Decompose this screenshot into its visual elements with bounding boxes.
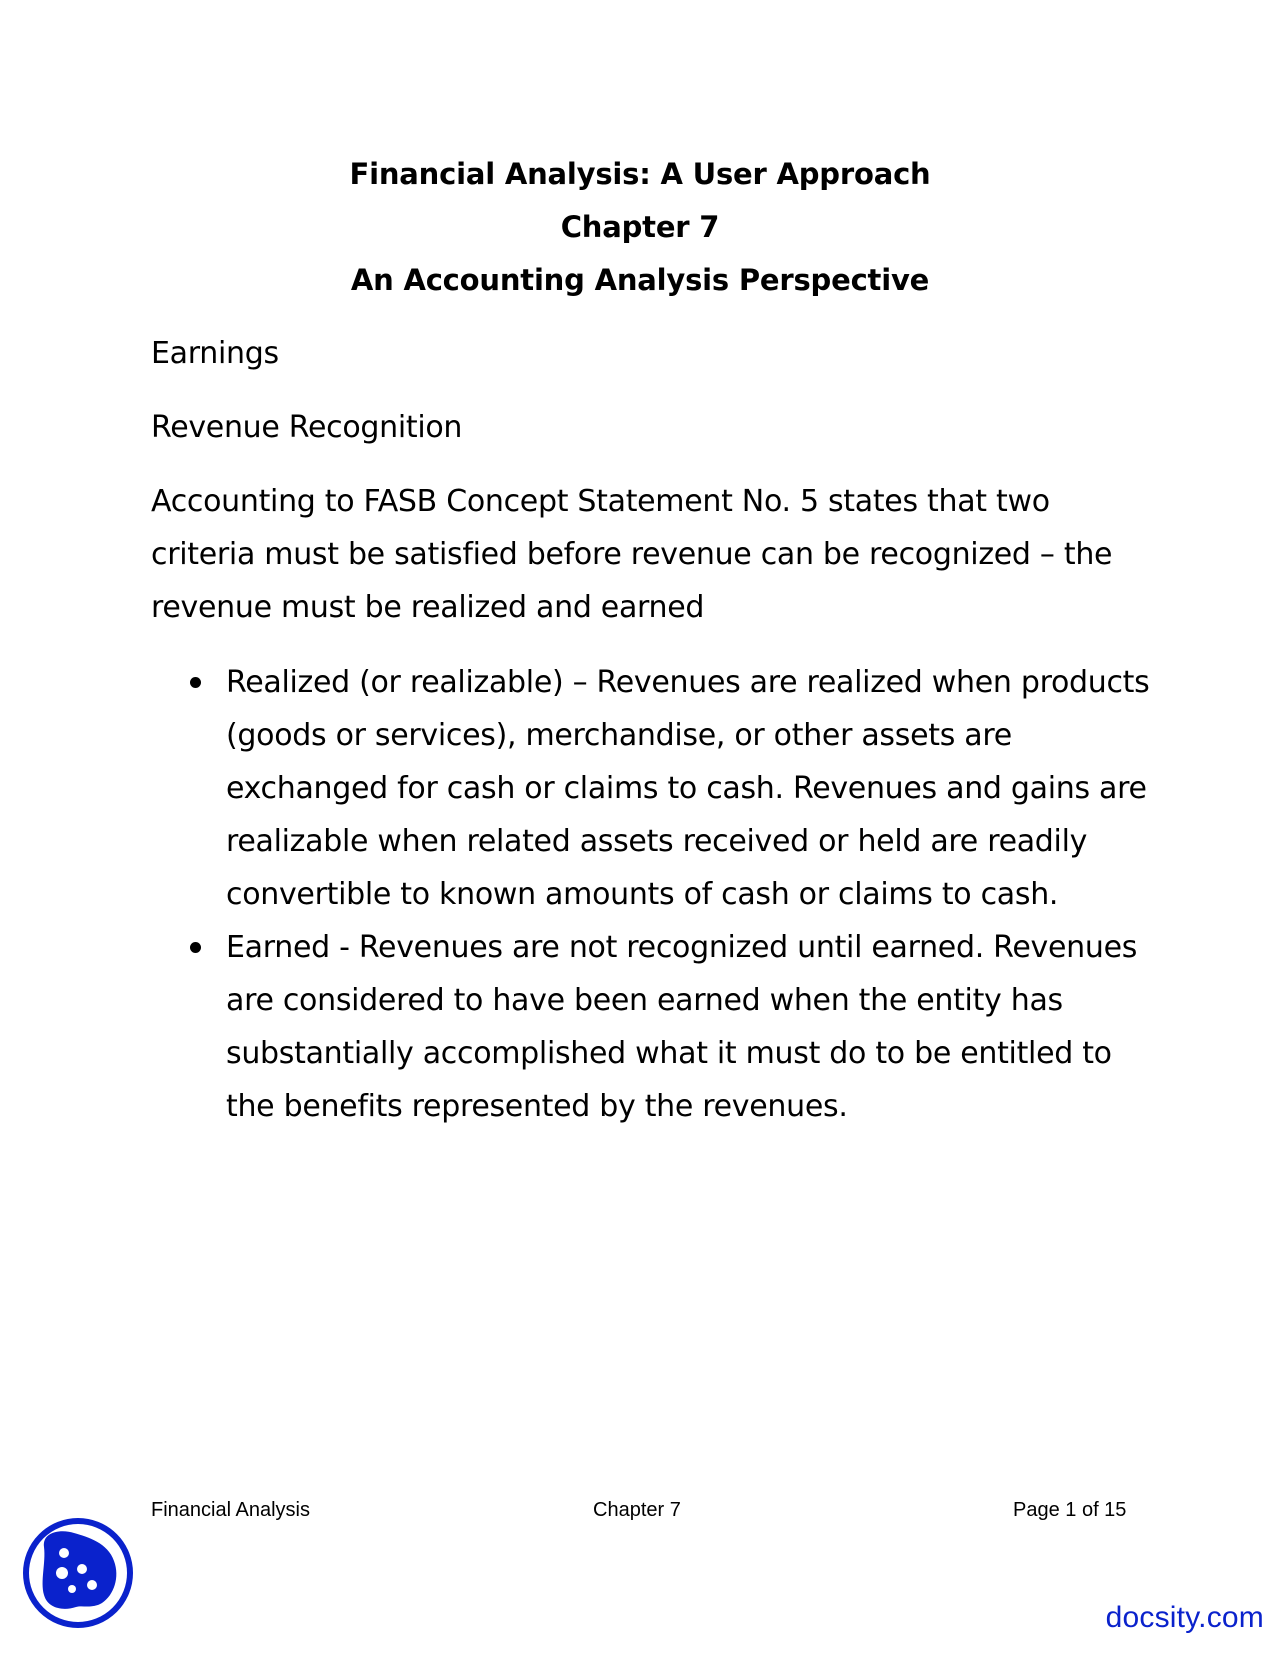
chapter-heading: Chapter 7: [560, 210, 720, 244]
footer-page-number: Page 1 of 15: [1013, 1499, 1127, 1521]
title-block: [0, 148, 1280, 307]
list-item: [151, 656, 1151, 921]
bullet-list: [151, 656, 1151, 1133]
bullet-dot-icon: [190, 942, 201, 953]
section-heading-revenue-recognition: Revenue Recognition: [151, 410, 463, 445]
intro-paragraph: Accounting to FASB Concept Statement No. 5 states that two criteria must be satisfied before revenue can be recognized – the revenue must be realized and earned: [151, 484, 1113, 625]
footer-center: Chapter 7: [593, 1499, 681, 1521]
bullet-dot-icon: [190, 677, 201, 688]
document-title: Financial Analysis: A User Approach: [349, 157, 931, 191]
bullet-text-earned: Earned - Revenues are not recognized until earned. Revenues are considered to have been earned when the entity has substantially accomplished what it must do to be entitled to the benefits represented by the revenues.: [226, 930, 1138, 1124]
logo-svg: [22, 1517, 134, 1629]
list-item: [151, 921, 1151, 1133]
section-heading-earnings: Earnings: [151, 336, 279, 371]
bullet-text-realized: Realized (or realizable) – Revenues are realized when products (goods or services), merchandise, or other assets are exchanged for cash or claims to cash. Revenues and gains are realizable when related assets received or held are readily convertible to known amounts of cash or claims to cash.: [226, 665, 1150, 912]
docsity-watermark-link[interactable]: docsity.com: [1105, 1601, 1264, 1634]
docsity-logo-icon[interactable]: [22, 1517, 134, 1629]
footer-left: Financial Analysis: [151, 1499, 310, 1521]
document-subtitle: An Accounting Analysis Perspective: [350, 263, 930, 297]
